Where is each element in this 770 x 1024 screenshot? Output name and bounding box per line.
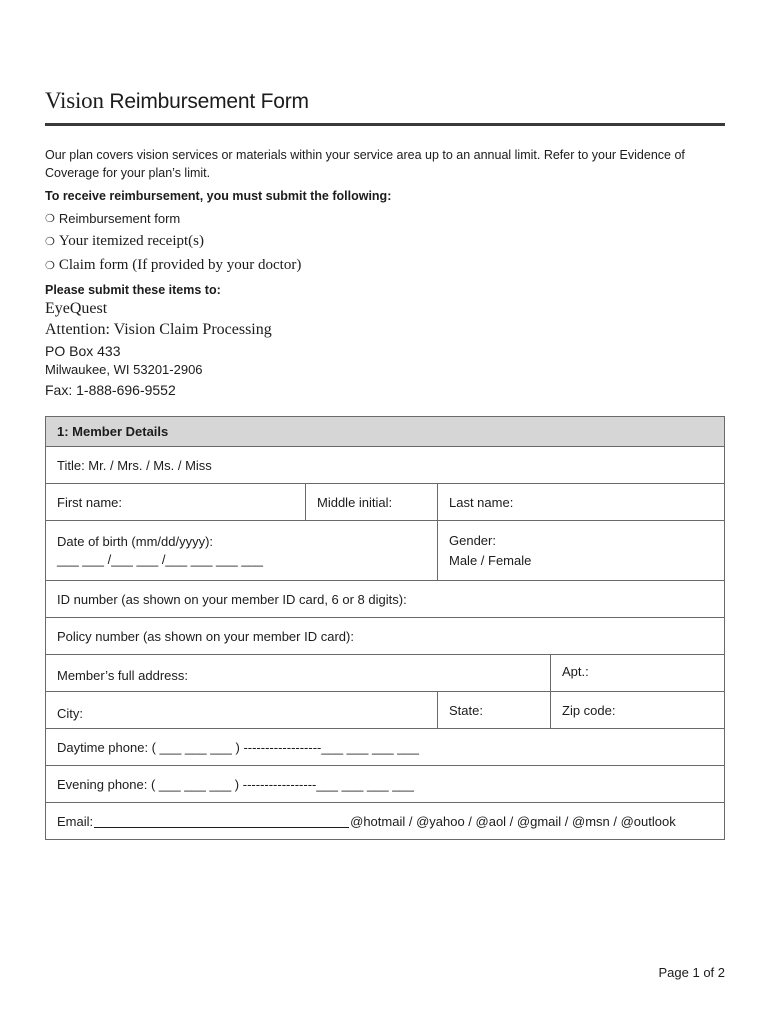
email-field[interactable] (46, 802, 724, 839)
evening-phone-field[interactable] (46, 765, 724, 802)
dob-blanks: ___ ___ /___ ___ /___ ___ ___ ___ (57, 552, 264, 567)
checkbox-icon: ❍ (45, 260, 55, 272)
last-name-field[interactable] (437, 484, 724, 520)
title-field[interactable] (46, 446, 724, 483)
requirements-heading: To receive reimbursement, you must submit the following: (45, 189, 392, 203)
checkbox-icon: ❍ (45, 213, 55, 225)
checklist-label: Claim form (If provided by your doctor) (58, 257, 302, 273)
gender-options: Male / Female (449, 553, 532, 568)
section-title: 1: Member Details (57, 424, 169, 439)
zip-field[interactable] (550, 692, 724, 728)
state-field[interactable] (437, 692, 550, 728)
section-header (46, 417, 724, 446)
last-name-label: Last name: (449, 494, 514, 510)
title-word-vision: Vision (45, 88, 104, 113)
address-attention: Attention: Vision Claim Processing (45, 321, 272, 338)
page-number: Page 1 of 2 (658, 965, 725, 980)
member-details-form (45, 416, 725, 840)
address-row (46, 654, 724, 691)
address-po-box: PO Box 433 (45, 343, 121, 359)
checklist-label: Your itemized receipt(s) (58, 233, 204, 249)
dob-field[interactable] (46, 521, 437, 580)
first-name-field[interactable] (46, 484, 305, 520)
checklist-item (45, 257, 301, 274)
id-number-field[interactable] (46, 580, 724, 617)
city-label: City: (57, 705, 83, 721)
intro-paragraph: Our plan covers vision services or materials within your service area up to an annual limit. Refer to your Evidence of Coverage for your plan’s limit. (45, 148, 685, 180)
zip-label: Zip code: (562, 702, 616, 718)
checklist-label: Reimbursement form (58, 211, 181, 226)
middle-initial-field[interactable] (305, 484, 437, 520)
middle-initial-label: Middle initial: (317, 494, 393, 510)
city-field[interactable] (46, 692, 437, 728)
daytime-phone-label: Daytime phone: ( ___ ___ ___ ) ------------------___ ___ ___ ___ (57, 739, 419, 755)
state-label: State: (449, 702, 483, 718)
title-word-rest: Reimbursement Form (109, 90, 309, 113)
apt-field[interactable] (550, 655, 724, 691)
address-company: EyeQuest (45, 300, 108, 317)
city-row (46, 691, 724, 728)
first-name-label: First name: (57, 494, 123, 510)
address-fax: Fax: 1-888-696-9552 (45, 382, 176, 398)
address-city-line: Milwaukee, WI 53201-2906 (45, 362, 203, 377)
page-title (45, 88, 309, 114)
dob-label: Date of birth (mm/dd/yyyy): (57, 534, 214, 549)
id-number-label: ID number (as shown on your member ID card, 6 or 8 digits): (57, 591, 407, 607)
title-divider (45, 123, 725, 126)
gender-label: Gender: (449, 533, 496, 548)
title-field-label: Title: Mr. / Mrs. / Ms. / Miss (57, 457, 212, 473)
member-address-field[interactable] (46, 655, 550, 691)
checklist-item (45, 211, 180, 226)
email-blank-line[interactable] (94, 815, 349, 828)
member-address-label: Member’s full address: (57, 667, 189, 683)
email-label: Email: (57, 813, 94, 829)
policy-number-field[interactable] (46, 617, 724, 654)
dob-gender-row (46, 520, 724, 580)
checkbox-icon: ❍ (45, 236, 55, 248)
daytime-phone-field[interactable] (46, 728, 724, 765)
evening-phone-label: Evening phone: ( ___ ___ ___ ) -----------------___ ___ ___ ___ (57, 776, 414, 792)
submit-heading: Please submit these items to: (45, 283, 221, 297)
email-domains: @hotmail / @yahoo / @aol / @gmail / @msn / @outlook (350, 813, 676, 829)
checklist-item (45, 233, 204, 250)
name-row (46, 483, 724, 520)
gender-field[interactable] (437, 521, 724, 580)
policy-number-label: Policy number (as shown on your member ID card): (57, 628, 354, 644)
apt-label: Apt.: (562, 664, 589, 679)
